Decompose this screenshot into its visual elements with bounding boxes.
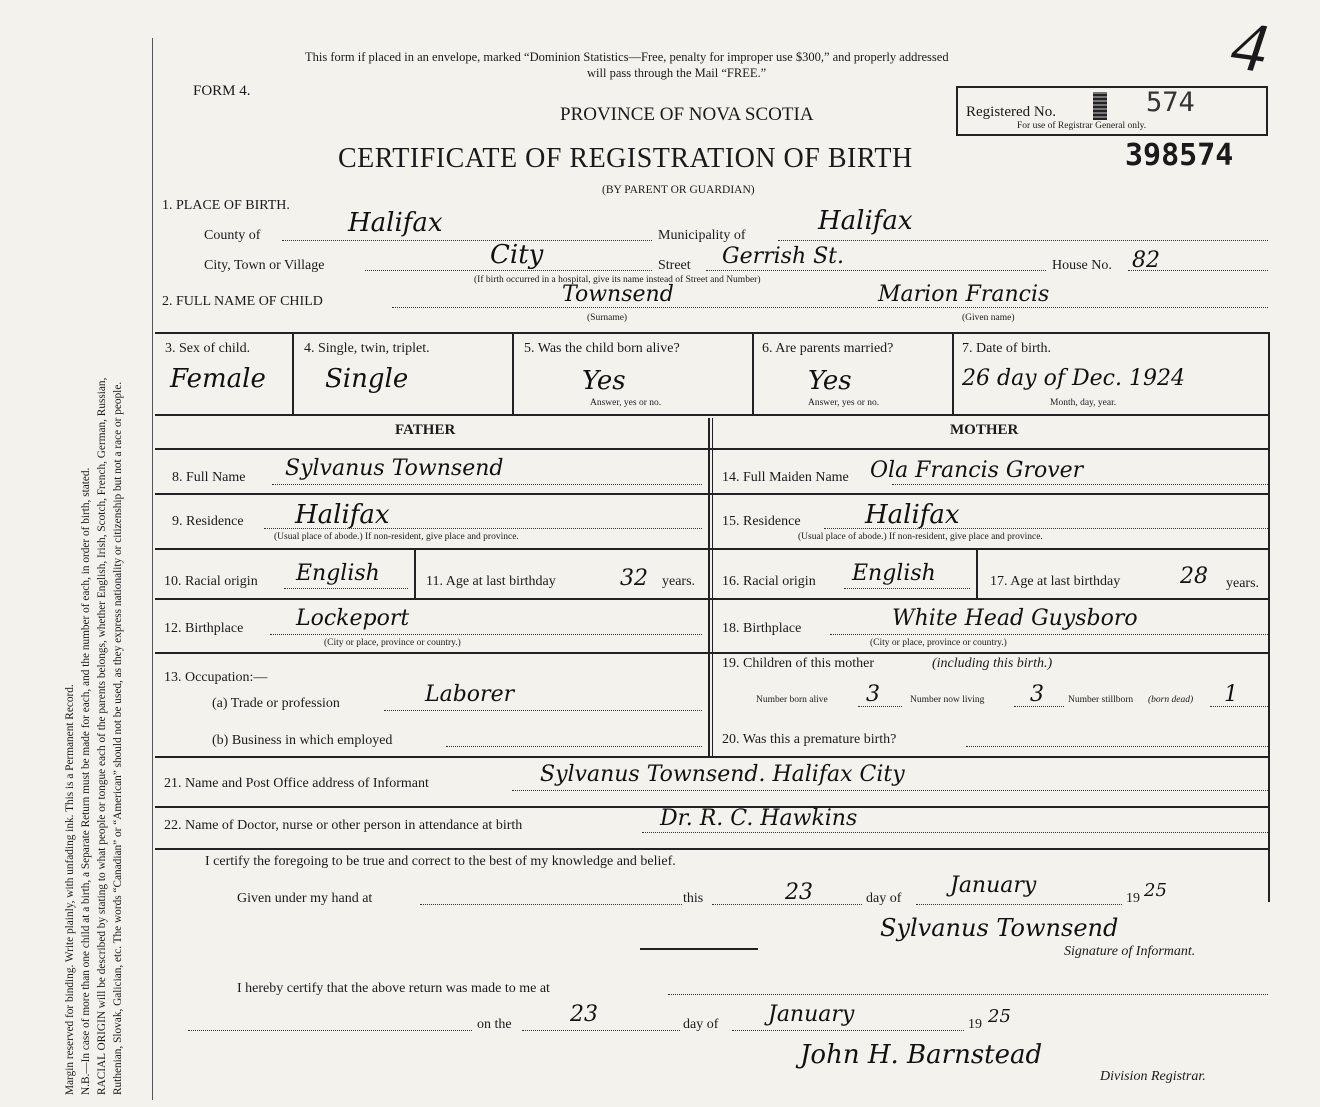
stillborn-note: (born dead) [1148, 695, 1194, 705]
mail-notice-line-1: This form if placed in an envelope, marked “Dominion Statistics—Free, penalty for improper use $300,” and properly addressed [305, 50, 949, 64]
registrar-year-suffix: 25 [988, 1006, 1011, 1027]
registrar-signature-caption: Division Registrar. [1100, 1069, 1206, 1084]
house-label: House No. [1052, 258, 1112, 273]
certificate-number: 398574 [1125, 138, 1234, 173]
parents-married-value: Yes [808, 366, 852, 396]
province-title: PROVINCE OF NOVA SCOTIA [560, 104, 814, 125]
trade-value: Laborer [425, 682, 515, 707]
doctor-dots [642, 832, 1268, 833]
margin-note-4: Ruthenian, Slovak, Galician, etc. The words “Canadian” or “American” should not be used, as they express nationality or citizenship but not a race or people. [112, 381, 124, 1095]
children-label: 19. Children of this mother [722, 656, 875, 671]
informant-signature: Sylvanus Townsend [880, 914, 1119, 942]
father-age-years: years. [662, 574, 696, 589]
mother-birthplace-caption: (City or place, province or country.) [870, 638, 1007, 648]
trade-label: (a) Trade or profession [212, 696, 340, 711]
child-given-caption: (Given name) [962, 313, 1015, 323]
mother-birthplace-label: 18. Birthplace [722, 621, 802, 636]
given-month: January [950, 873, 1037, 898]
plurality-value: Single [325, 364, 409, 394]
mother-heading: MOTHER [950, 422, 1019, 438]
plurality-label: 4. Single, twin, triplet. [304, 341, 430, 356]
registrar-place-dots-1 [668, 994, 1268, 995]
father-racial-value: English [296, 561, 380, 586]
row-12-line [155, 652, 1268, 654]
father-racial-label: 10. Racial origin [164, 574, 258, 589]
county-dots [282, 240, 652, 241]
father-birthplace-value: Lockeport [296, 606, 410, 631]
place-of-birth-label: 1. PLACE OF BIRTH. [162, 198, 290, 213]
informant-value: Sylvanus Townsend. Halifax City [540, 762, 905, 787]
registered-stamp-icon [1093, 92, 1107, 120]
form-right-border [1268, 332, 1270, 902]
doctor-value: Dr. R. C. Hawkins [660, 806, 858, 831]
mother-name-dots [892, 484, 1268, 485]
given-place-dots [420, 904, 682, 905]
father-age-label: 11. Age at last birthday [426, 574, 556, 589]
heading-underline [155, 448, 1268, 450]
age-divider-father [414, 548, 416, 598]
registered-number: 574 [1146, 87, 1195, 118]
sex-value: Female [170, 364, 266, 394]
stillborn-count: 1 [1224, 682, 1238, 707]
mother-residence-value: Halifax [865, 500, 960, 530]
row3-divider-4 [952, 332, 954, 414]
father-age-value: 32 [620, 566, 648, 591]
premature-label: 20. Was this a premature birth? [722, 732, 897, 747]
informant-label: 21. Name and Post Office address of Informant [164, 776, 429, 791]
born-alive-caption: Answer, yes or no. [590, 398, 662, 408]
municipality-dots [778, 240, 1268, 241]
mother-age-value: 28 [1180, 564, 1208, 589]
registrar-month: January [768, 1002, 855, 1027]
children-note: (including this birth.) [932, 656, 1053, 671]
registrar-day-dots [522, 1030, 680, 1031]
father-heading: FATHER [395, 422, 456, 438]
born-alive-value: Yes [582, 366, 626, 396]
born-alive-label: 5. Was the child born alive? [524, 341, 680, 356]
given-year-suffix: 25 [1144, 880, 1167, 901]
row-8-line [155, 493, 1268, 495]
age-divider-mother [976, 548, 978, 598]
doctor-label: 22. Name of Doctor, nurse or other person in attendance at birth [164, 818, 523, 833]
mother-residence-label: 15. Residence [722, 514, 801, 529]
row-22-line [155, 848, 1268, 850]
informant-dots [512, 790, 1268, 791]
registrar-place-dots-2 [188, 1030, 472, 1031]
business-label: (b) Business in which employed [212, 733, 393, 748]
registrar-day: 23 [570, 1002, 598, 1027]
given-this-label: this [683, 891, 704, 906]
date-of-birth-value: 26 day of Dec. 1924 [962, 366, 1185, 391]
now-living-count: 3 [1030, 682, 1044, 707]
parents-married-caption: Answer, yes or no. [808, 398, 880, 408]
city-label: City, Town or Village [204, 258, 325, 273]
corner-mark: 4 [1226, 6, 1273, 89]
given-day: 23 [785, 880, 813, 905]
margin-note-2: N.B.—In case of more than one child at a birth, a Separate Return must be made for each, and the number of each, in order of birth, stated. [80, 467, 92, 1095]
binding-margin-line [152, 38, 153, 1100]
child-name-label: 2. FULL NAME OF CHILD [162, 294, 323, 309]
registered-label: Registered No. [966, 104, 1056, 120]
given-year-prefix: 19 [1126, 891, 1140, 906]
street-value: Gerrish St. [722, 244, 845, 269]
form-number: FORM 4. [193, 83, 251, 99]
street-label: Street [658, 258, 691, 273]
born-alive-count-label: Number born alive [756, 695, 828, 705]
child-name-dots [392, 307, 1268, 308]
child-surname-caption: (Surname) [587, 313, 628, 323]
mail-notice-line-2: will pass through the Mail “FREE.” [587, 66, 767, 80]
father-birthplace-label: 12. Birthplace [164, 621, 244, 636]
registrar-day-of-label: day of [683, 1017, 719, 1032]
father-name-value: Sylvanus Townsend [285, 456, 504, 481]
registrar-month-dots [732, 1030, 964, 1031]
row3-top-line [155, 332, 1268, 334]
certify-statement: I certify the foregoing to be true and correct to the best of my knowledge and belief. [205, 854, 676, 869]
margin-note-1: Margin reserved for binding. Write plainly, with unfading ink. This is a Permanent Record. [64, 684, 76, 1095]
father-residence-label: 9. Residence [172, 514, 244, 529]
child-given-name: Marion Francis [878, 282, 1050, 307]
date-of-birth-label: 7. Date of birth. [962, 341, 1052, 356]
registrar-signature: John H. Barnstead [800, 1040, 1043, 1070]
municipality-label: Municipality of [658, 228, 746, 243]
street-dots [706, 270, 1046, 271]
informant-signature-caption: Signature of Informant. [1064, 944, 1196, 959]
father-birthplace-caption: (City or place, province or country.) [324, 638, 461, 648]
margin-notes-block [62, 45, 126, 1095]
county-value: Halifax [348, 208, 443, 238]
trade-dots [384, 710, 702, 711]
margin-note-3: RACIAL ORIGIN will be described by stating to what people or tongue each of the parents belongs, whether English, Irish, Scotch, French, German, Russian, [96, 377, 108, 1095]
born-alive-count-dots [858, 706, 902, 707]
mother-birthplace-value: White Head Guysboro [892, 606, 1138, 631]
house-value: 82 [1132, 248, 1160, 273]
given-month-dots [916, 904, 1122, 905]
father-birthplace-dots [270, 634, 702, 635]
registrar-year-prefix: 19 [968, 1017, 982, 1032]
occupation-label: 13. Occupation:— [164, 670, 268, 685]
given-under-label: Given under my hand at [237, 891, 373, 906]
stillborn-dots [1210, 706, 1268, 707]
father-name-dots [272, 484, 702, 485]
row-10-line [155, 598, 1268, 600]
city-dots [365, 270, 652, 271]
registrar-statement: I hereby certify that the above return was made to me at [237, 981, 550, 996]
father-name-label: 8. Full Name [172, 470, 246, 485]
mother-name-label: 14. Full Maiden Name [722, 470, 849, 485]
row-9-line [155, 548, 1268, 550]
parents-center-line-b [712, 418, 713, 756]
mother-age-label: 17. Age at last birthday [990, 574, 1121, 589]
county-label: County of [204, 228, 261, 243]
certificate-title: CERTIFICATE OF REGISTRATION OF BIRTH [338, 143, 913, 174]
born-alive-count: 3 [866, 682, 880, 707]
certificate-subtitle: (BY PARENT OR GUARDIAN) [602, 184, 755, 196]
mother-racial-dots [844, 588, 970, 589]
father-racial-dots [284, 588, 408, 589]
informant-signature-line [640, 948, 758, 950]
row3-bottom-line [155, 414, 1268, 416]
mother-racial-value: English [852, 561, 936, 586]
registrar-note: For use of Registrar General only. [1017, 121, 1147, 131]
stillborn-label: Number stillborn [1068, 695, 1134, 705]
municipality-value: Halifax [818, 206, 913, 236]
given-day-of-label: day of [866, 891, 902, 906]
father-residence-value: Halifax [295, 500, 390, 530]
mother-age-years: years. [1226, 576, 1260, 591]
child-surname: Townsend [562, 282, 674, 307]
premature-dots [966, 746, 1268, 747]
business-dots [446, 746, 702, 747]
mother-residence-caption: (Usual place of abode.) If non-resident, give place and province. [798, 532, 1043, 542]
father-residence-caption: (Usual place of abode.) If non-resident, give place and province. [274, 532, 519, 542]
parents-married-label: 6. Are parents married? [762, 341, 894, 356]
row3-divider-2 [512, 332, 514, 414]
parents-center-line-a [708, 418, 710, 756]
date-of-birth-caption: Month, day, year. [1050, 398, 1117, 408]
hospital-note: (If birth occurred in a hospital, give its name instead of Street and Number) [474, 275, 761, 285]
mother-birthplace-dots [830, 634, 1268, 635]
row3-divider-3 [752, 332, 754, 414]
mother-name-value: Ola Francis Grover [870, 458, 1084, 483]
now-living-label: Number now living [910, 695, 985, 705]
city-value: City [490, 240, 544, 270]
registrar-on-the-label: on the [477, 1017, 512, 1032]
sex-label: 3. Sex of child. [165, 341, 251, 356]
mother-racial-label: 16. Racial origin [722, 574, 816, 589]
row3-divider-1 [292, 332, 294, 414]
row-13-line [155, 756, 1268, 758]
